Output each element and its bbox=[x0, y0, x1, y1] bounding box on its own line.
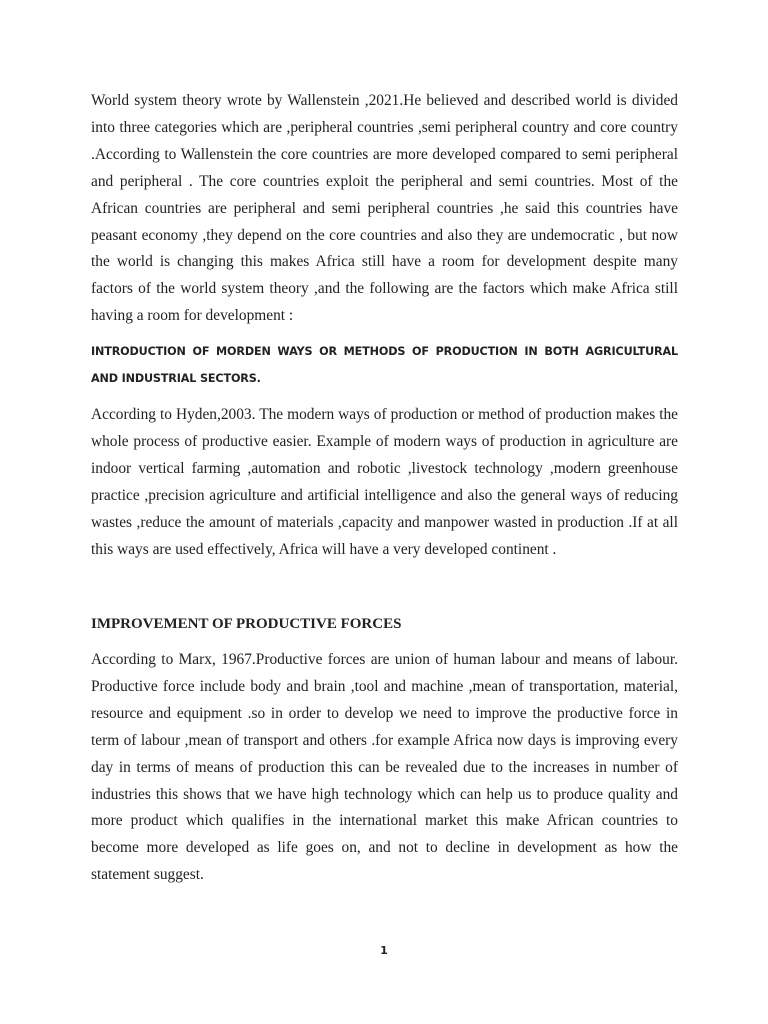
page-number: 1 bbox=[380, 944, 388, 957]
modern-methods-paragraph: According to Hyden,2003. The modern ways of production or method of production makes the whole process of productive easier. Example of modern ways of production in agriculture are indoor vertical farming ,automation and robotic ,livestock technology ,modern greenhouse practice ,precision agriculture and artificial intelligence and also the general ways of reducing wastes ,reduce the amount of materials ,capacity and manpower wasted in production .If at all this ways are used effectively, Africa will have a very developed continent . bbox=[91, 406, 678, 558]
intro-paragraph: World system theory wrote by Wallenstein ,2021.He believed and described world is divided into three categories which are ,peripheral countries ,semi peripheral country and core country .According to Wallenstein the core countries are more developed compared to semi peripheral and peripheral . The core countries exploit the peripheral and semi countries. Most of the African countries are peripheral and semi peripheral countries ,he said this countries have peasant economy ,they depend on the core countries and also they are undemocratic , but now the world is changing this makes Africa still have a room for development despite many factors of the world system theory ,and the following are the factors which make Africa still having a room for development : bbox=[91, 92, 678, 325]
modern-methods-heading: INTRODUCTION OF MORDEN WAYS OR METHODS OF PRODUCTION IN BOTH AGRICULTURAL AND INDUSTRIAL SECTORS. bbox=[91, 345, 678, 385]
productive-forces-paragraph: According to Marx, 1967.Productive forces are union of human labour and means of labour. Productive force include body and brain ,tool and machine ,mean of transportation, material, resource and equipment .so in order to develop we need to improve the productive force in term of labour ,mean of transport and others .for example Africa now days is improving every day in terms of means of production this can be revealed due to the increases in number of industries this shows that we have high technology which can help us to produce quality and more product which qualifies in the international market this make African countries to become more developed as life goes on, and not to decline in development as how the statement suggest. bbox=[91, 651, 678, 884]
productive-forces-heading: IMPROVEMENT OF PRODUCTIVE FORCES bbox=[91, 616, 402, 632]
